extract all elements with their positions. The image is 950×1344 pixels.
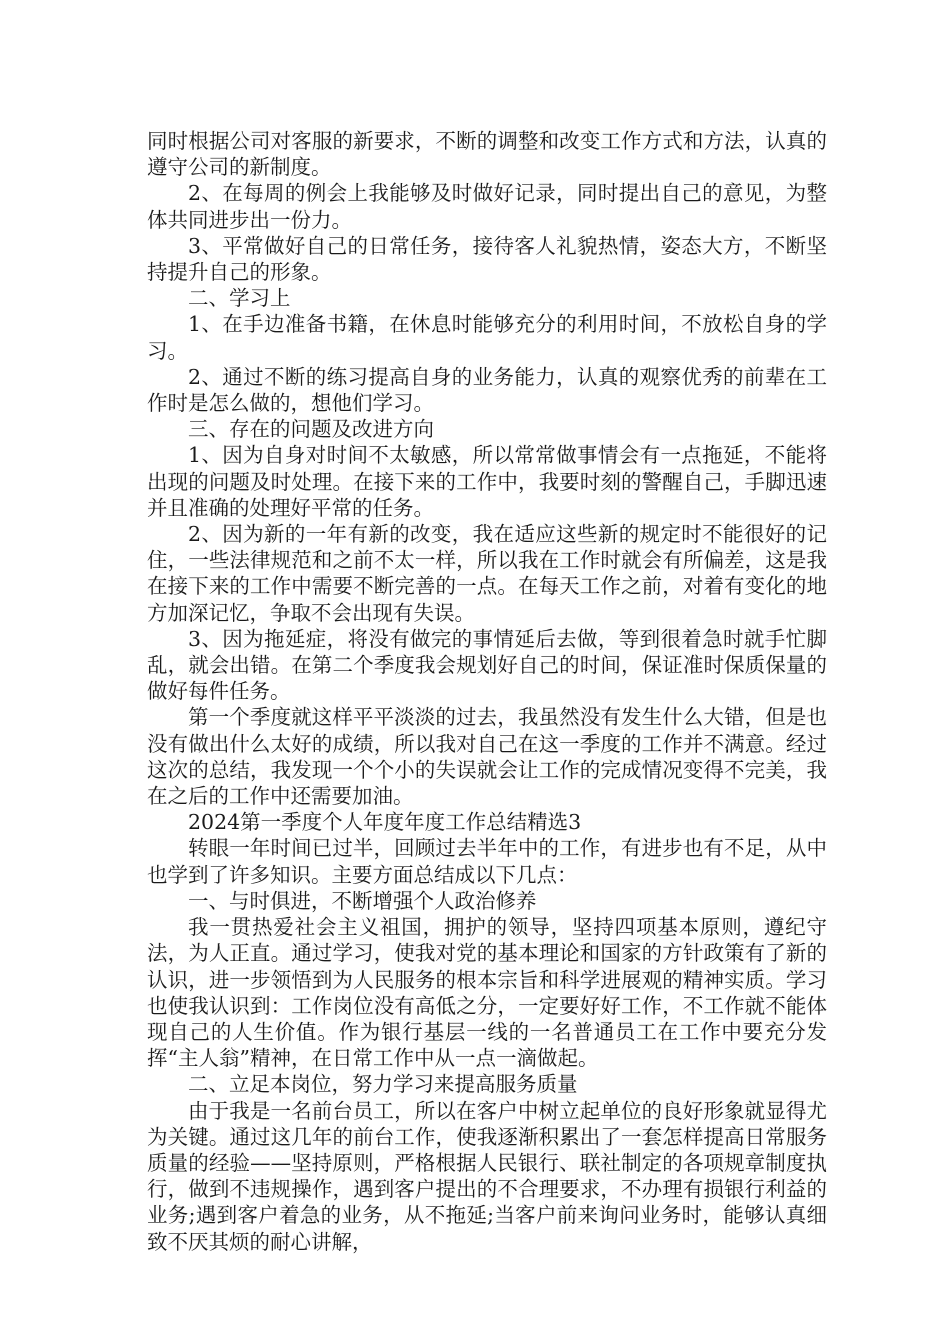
paragraph: 1、在手边准备书籍，在休息时能够充分的利用时间，不放松自身的学习。 [147,312,827,363]
paragraph: 2024第一季度个人年度年度工作总结精选3 [188,810,582,835]
paragraph: 同时根据公司对客服的新要求，不断的调整和改变工作方式和方法，认真的遵守公司的新制度。 [147,129,827,180]
paragraph: 1、因为自身对时间不太敏感，所以常常做事情会有一点拖延，不能将出现的问题及时处理。在接下来的工作中，我要时刻的警醒自己，手脚迅速并且准确的处理好平常的任务。 [147,443,827,520]
paragraph: 转眼一年时间已过半，回顾过去半年中的工作，有进步也有不足，从中也学到了许多知识。主要方面总结成以下几点： [147,836,827,887]
paragraph: 2、在每周的例会上我能够及时做好记录，同时提出自己的意见，为整体共同进步出一份力。 [147,181,827,232]
paragraph: 第一个季度就这样平平淡淡的过去，我虽然没有发生什么大错，但是也没有做出什么太好的成绩，所以我对自己在这一季度的工作并不满意。经过这次的总结，我发现一个个小的失误就会让工作的完成情况变得不完美，我在之后的工作中还需要加油。 [147,705,827,809]
paragraph: 三、存在的问题及改进方向 [188,417,434,442]
paragraph: 3、因为拖延症，将没有做完的事情延后去做，等到很着急时就手忙脚乱，就会出错。在第二个季度我会规划好自己的时间，保证准时保质保量的做好每件任务。 [147,626,827,704]
paragraph: 2、通过不断的练习提高自身的业务能力，认真的观察优秀的前辈在工作时是怎么做的，想他们学习。 [147,364,827,416]
paragraph: 一、与时俱进，不断增强个人政治修养 [188,888,537,913]
paragraph: 二、立足本岗位，努力学习来提高服务质量 [188,1072,578,1097]
paragraph: 二、学习上 [188,286,291,311]
paragraph: 2、因为新的一年有新的改变，我在适应这些新的规定时不能很好的记住，一些法律规范和之前不太一样，所以我在工作时就会有所偏差，这是我在接下来的工作中需要不断完善的一点。在每天工作之前，对着有变化的地方加深记忆，争取不会出现有失误。 [147,522,827,625]
document-body [147,128,827,1255]
paragraph: 我一贯热爱社会主义祖国，拥护的领导，坚持四项基本原则，遵纪守法，为人正直。通过学习，使我对党的基本理论和国家的方针政策有了新的认识，进一步领悟到为人民服务的根本宗旨和科学进展观的精神实质。学习也使我认识到：工作岗位没有高低之分，一定要好好工作，不工作就不能体现自己的人生价值。作为银行基层一线的一名普通员工在工作中要充分发挥“主人翁”精神，在日常工作中从一点一滴做起。 [147,915,827,1071]
paragraph: 3、平常做好自己的日常任务，接待客人礼貌热情，姿态大方，不断坚持提升自己的形象。 [147,233,827,285]
paragraph: 由于我是一名前台员工，所以在客户中树立起单位的良好形象就显得尤为关键。通过这几年的前台工作，使我逐渐积累出了一套怎样提高日常服务质量的经验——坚持原则，严格根据人民银行、联社制定的各项规章制度执行，做到不违规操作，遇到客户提出的不合理要求，不办理有损银行利益的业务;遇到客户着急的业务，从不拖延;当客户前来询问业务时，能够认真细致不厌其烦的耐心讲解， [147,1098,827,1254]
